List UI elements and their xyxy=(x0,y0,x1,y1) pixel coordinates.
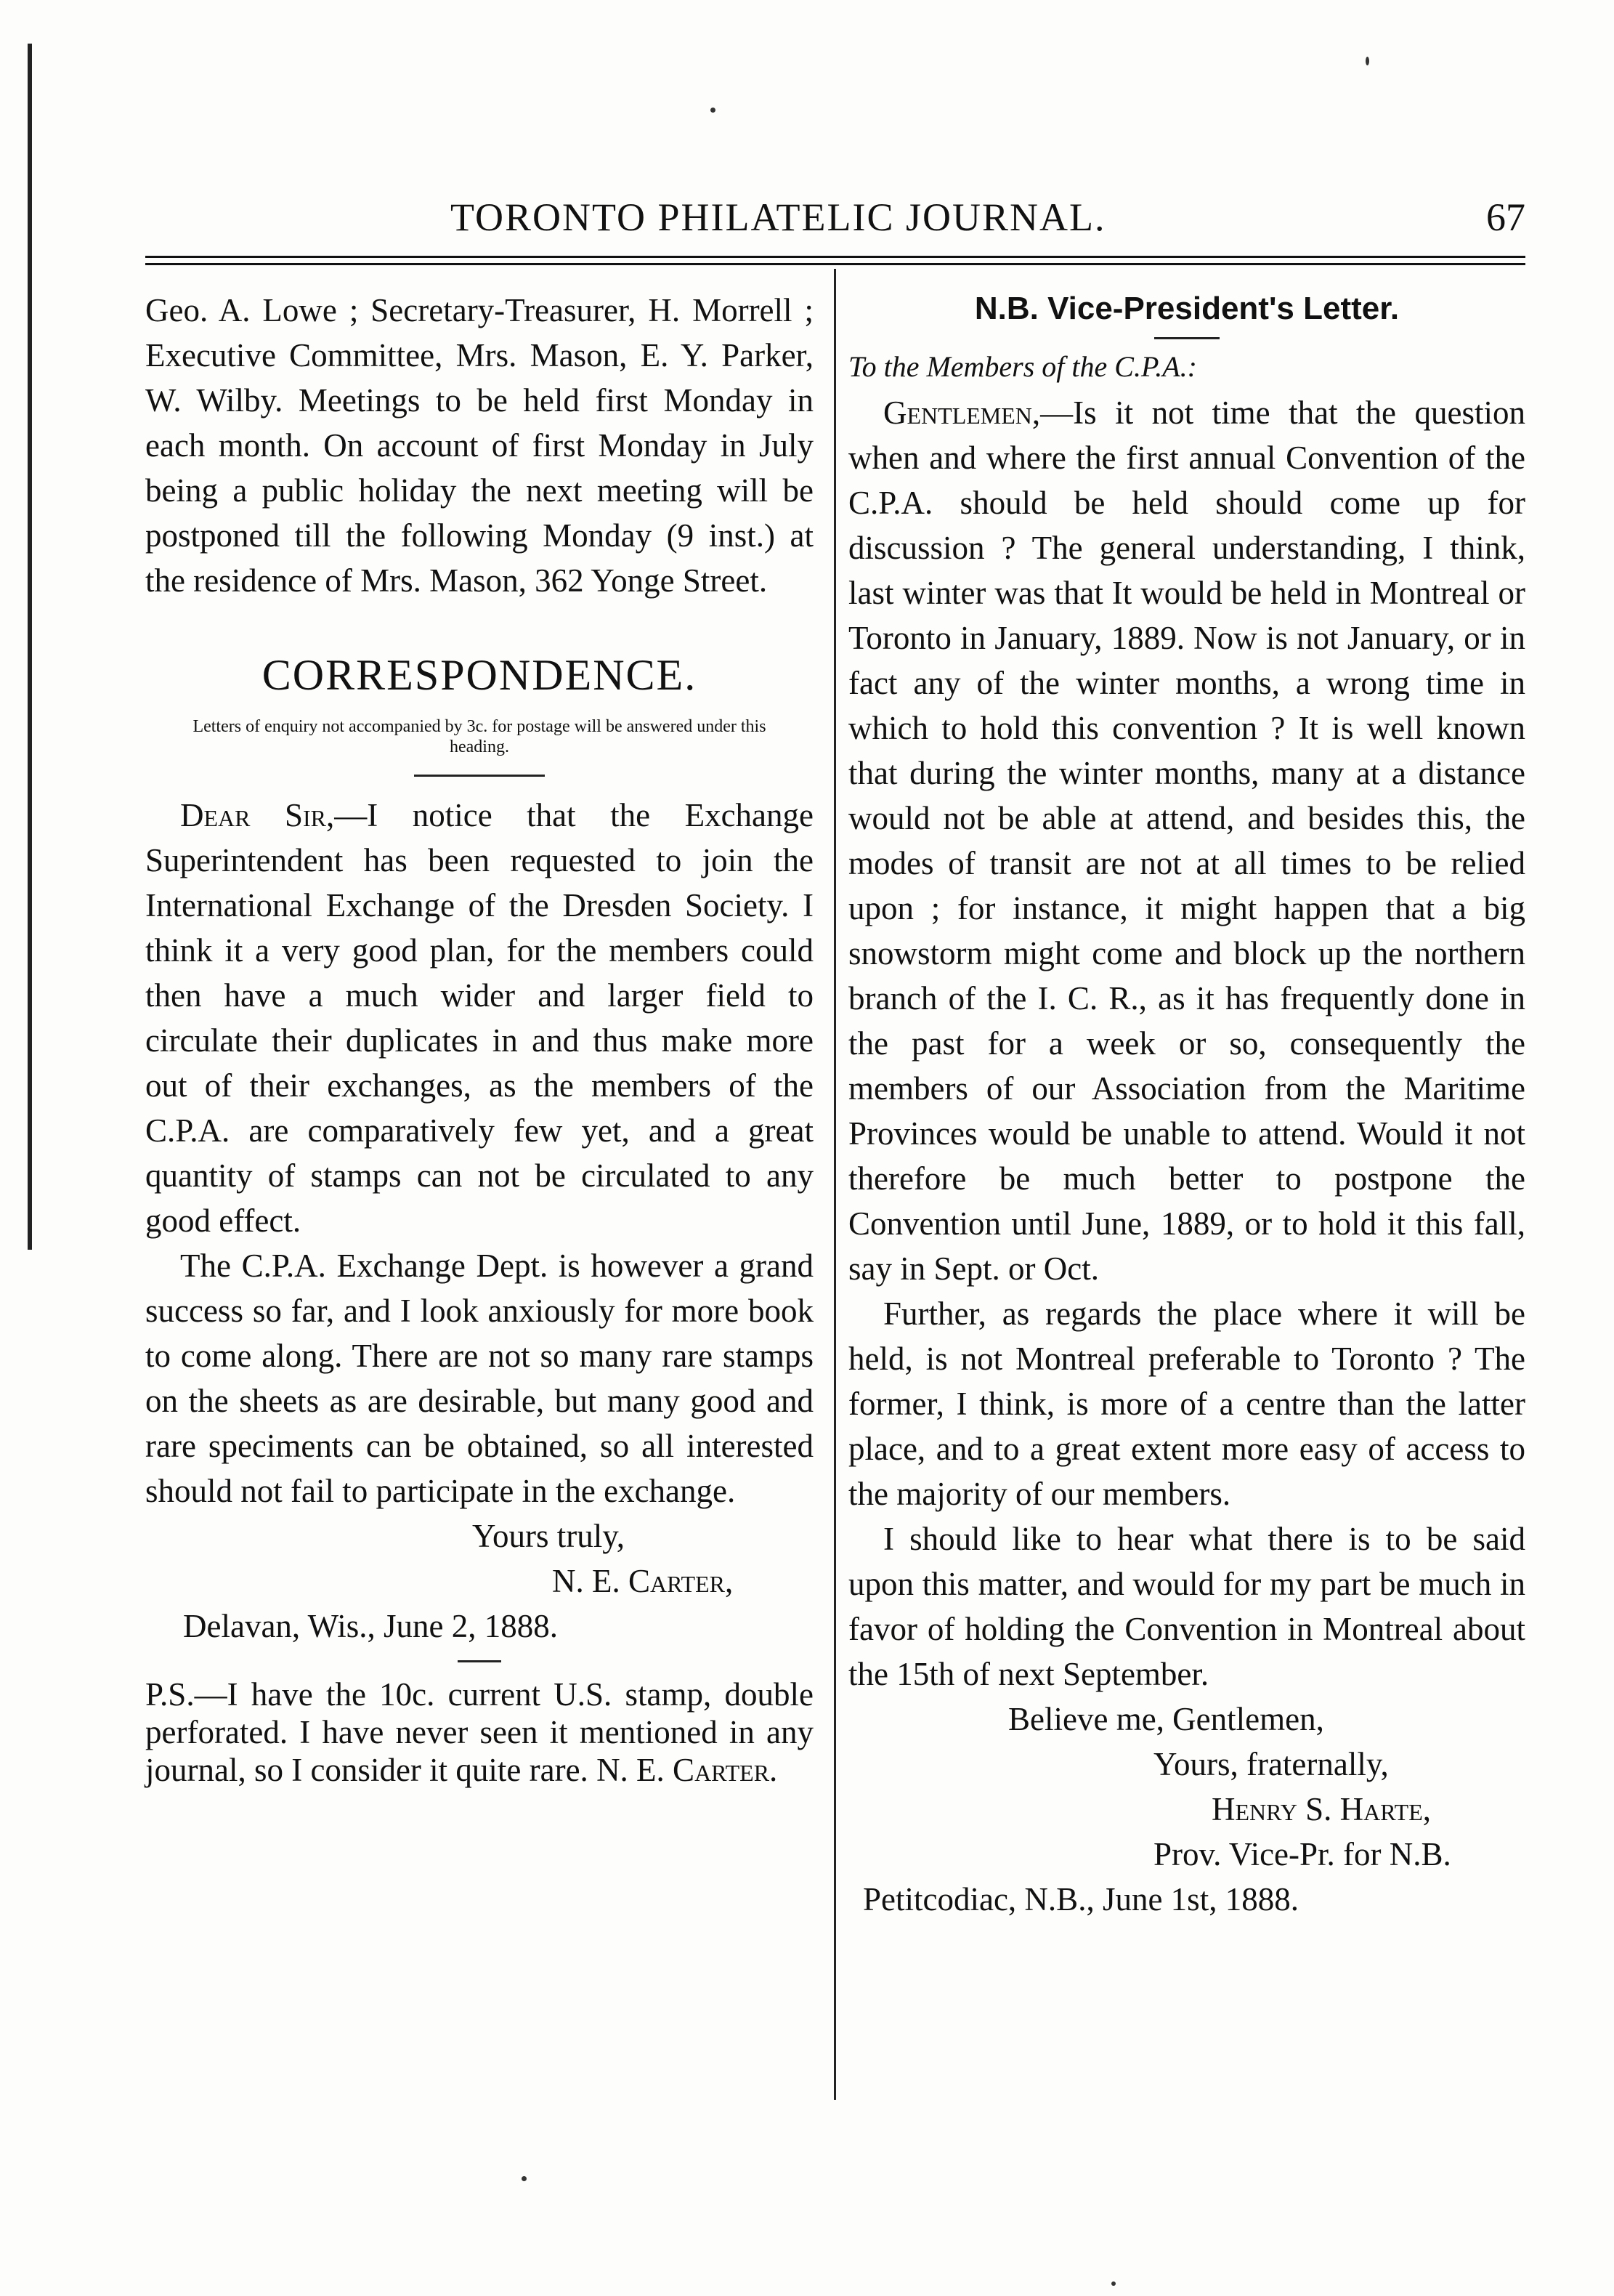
speck xyxy=(1111,2281,1116,2286)
ps-rule xyxy=(458,1660,501,1662)
closing-line-2: Yours, fraternally, xyxy=(1153,1746,1389,1782)
speck xyxy=(710,108,715,113)
closing-line-1: Believe me, Gentlemen, xyxy=(1008,1701,1324,1737)
harte-title: Prov. Vice-Pr. for N.B. xyxy=(1153,1836,1451,1872)
harte-letter-para3: I should like to hear what there is to be said upon this matter, and would for my part be much in favor of holding the Convention in Montreal about the 15th of next September. xyxy=(848,1521,1525,1692)
header-rule-bottom xyxy=(145,263,1525,265)
carter-letter-para1: Dear Sir,—I notice that the Exchange Superintendent has been requested to join the International Exchange of the Dresden Society. I think it a very good plan, for the members could then have a much wider and larger field to circulate their duplicates in and thus make more out of their exchanges, as the members of the C.P.A. are comparatively few yet, and a great quantity of stamps can not be circulated to any good effect. xyxy=(145,797,814,1239)
correspondence-heading: CORRESPONDENCE. xyxy=(261,651,697,699)
vice-president-letter-heading: N.B. Vice-President's Letter. xyxy=(974,291,1400,326)
letter-addressee: To the Members of the C.P.A.: xyxy=(848,350,1197,383)
speck xyxy=(522,2176,527,2181)
carter-letter-para2: The C.P.A. Exchange Dept. is however a grand success so far, and I look anxiously for more book to come along. There are not so many rare stamps on the sheets as are desirable, but many good and rare speciments can be obtained, so all interested should not fail to participate in the exchange. xyxy=(145,1248,814,1509)
correspondence-notice: Letters of enquiry not accompanied by 3c. for postage will be answered under this heading. xyxy=(192,717,766,756)
letter-signature: N. E. Carter, xyxy=(552,1563,734,1599)
right-column xyxy=(848,288,1525,1922)
heading-rule xyxy=(1154,337,1220,339)
ps-signature: N. E. Carter. xyxy=(596,1752,778,1788)
page-edge-line xyxy=(28,44,32,1250)
harte-letter-para1: Gentlemen,—Is it not time that the question when and where the first annual Convention of the C.P.A. should be held should come up for discussion ? The general understanding, I think, last winter was that It would be held in Montreal or Toronto in January, 1889. Now is not January, or in fact any of the winter months, a wrong time in which to hold this convention ? It is well known that during the winter months, many at a distance would not be able at attend, and besides this, the modes of transit are not at all times to be relied upon ; for instance, it might happen that a big snowstorm might come and block up the northern branch of the I. C. R., as it has frequently done in the past for a week or so, consequently the members of our Association from the Maritime Provinces would be unable to attend. Would it not therefore be much better to postpone the Convention until June, 1889, or to hold it this fall, say in Sept. or Oct. xyxy=(848,395,1525,1287)
left-column xyxy=(145,288,814,1789)
postscript: P.S.—I have the 10c. current U.S. stamp, double perforated. I have never seen it mentioned in any journal, so I consider it quite rare. N. E. Carter. xyxy=(145,1676,814,1788)
journal-title: TORONTO PHILATELIC JOURNAL. xyxy=(450,195,1106,239)
harte-signature: Henry S. Harte, xyxy=(1212,1791,1431,1827)
column-divider xyxy=(834,269,836,2100)
speck xyxy=(1366,57,1369,65)
page-number: 67 xyxy=(1486,195,1525,239)
letter-place-date: Delavan, Wis., June 2, 1888. xyxy=(183,1608,559,1644)
club-officers-text: Geo. A. Lowe ; Secretary-Treasurer, H. Morrell ; Executive Committee, Mrs. Mason, E. Y. Parker, W. Wilby. Meetings to be held first Monday in each month. On account of first Monday in July being a public holiday the next meeting will be postponed till the following Monday (9 inst.) at the residence of Mrs. Mason, 362 Yonge Street. xyxy=(145,292,814,599)
harte-place-date: Petitcodiac, N.B., June 1st, 1888. xyxy=(863,1881,1299,1917)
letter-closing: Yours truly, xyxy=(472,1518,625,1554)
harte-letter-para2: Further, as regards the place where it will be held, is not Montreal preferable to Toronto ? The former, I think, is more of a centre than the latter place, and to a great extent more easy of access to the majority of our members. xyxy=(848,1295,1525,1512)
running-header xyxy=(145,195,1525,253)
letter-salutation: Gentlemen, xyxy=(883,395,1041,431)
section-rule xyxy=(414,775,545,777)
header-rule-top xyxy=(145,256,1525,258)
letter-salutation: Dear Sir, xyxy=(180,797,335,833)
